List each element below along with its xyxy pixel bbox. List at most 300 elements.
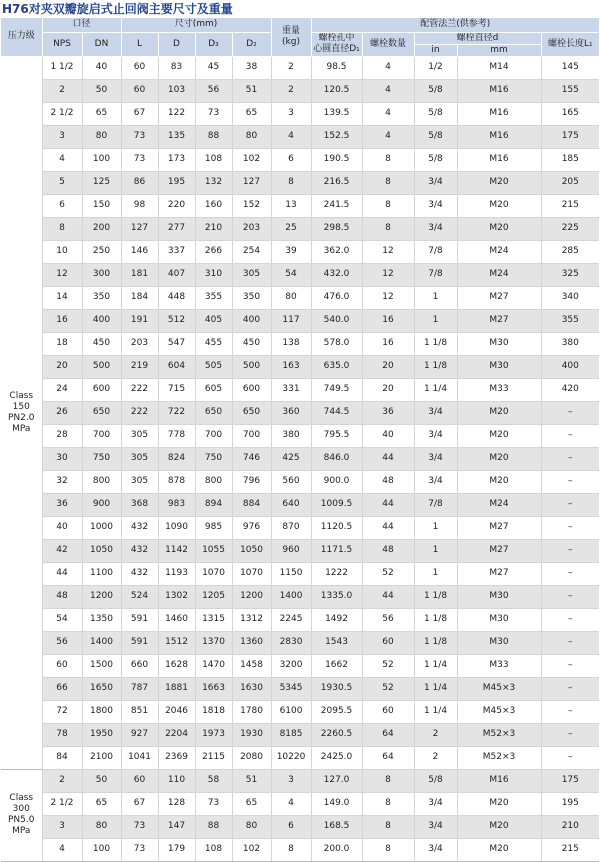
cell-nps: 24 [42,378,82,401]
cell-bolt-count: 8 [362,792,414,815]
cell-l: 127 [121,217,158,240]
cell-bolt-circle: 749.5 [311,378,362,401]
table-row [1,700,599,723]
cell-bolt-mm: M20 [457,401,541,424]
cell-dn: 250 [82,240,121,263]
header-dimensions: 尺寸(mm) [121,18,271,32]
cell-bolt-length: – [541,746,599,769]
cell-bolt-mm: M20 [457,470,541,493]
cell-d3: 266 [195,240,232,263]
cell-d3: 985 [195,516,232,539]
cell-bolt-circle: 241.5 [311,194,362,217]
cell-bolt-circle: 540.0 [311,309,362,332]
cell-bolt-length: – [541,447,599,470]
cell-d2: 65 [232,102,271,125]
cell-weight: 640 [271,493,311,516]
cell-bolt-in: 2 [414,746,457,769]
table-row [1,194,599,217]
cell-dn: 1800 [82,700,121,723]
cell-bolt-length: – [541,654,599,677]
cell-bolt-mm: M16 [457,125,541,148]
cell-dn: 1400 [82,631,121,654]
cell-bolt-circle: 1222 [311,562,362,585]
cell-bolt-in: 1 1/8 [414,355,457,378]
cell-d: 878 [158,470,195,493]
cell-dn: 40 [82,56,121,79]
cell-weight: 25 [271,217,311,240]
cell-bolt-length: – [541,424,599,447]
cell-nps: 3 [42,815,82,838]
cell-weight: 560 [271,470,311,493]
cell-nps: 56 [42,631,82,654]
cell-d2: 254 [232,240,271,263]
cell-bolt-circle: 152.5 [311,125,362,148]
cell-d: 2046 [158,700,195,723]
cell-dn: 50 [82,769,121,792]
header-bolt-circle [311,32,362,56]
cell-dn: 1650 [82,677,121,700]
cell-d2: 38 [232,56,271,79]
cell-l: 73 [121,148,158,171]
cell-bolt-in: 1 1/8 [414,608,457,631]
cell-bolt-count: 52 [362,562,414,585]
cell-l: 146 [121,240,158,263]
cell-bolt-count: 4 [362,125,414,148]
cell-l: 98 [121,194,158,217]
cell-d3: 750 [195,447,232,470]
cell-weight: 2 [271,56,311,79]
cell-weight: 6100 [271,700,311,723]
cell-weight: 8 [271,171,311,194]
cell-bolt-mm: M20 [457,447,541,470]
table-row [1,355,599,378]
cell-l: 927 [121,723,158,746]
table-row [1,792,599,815]
cell-d: 277 [158,217,195,240]
cell-weight: 1400 [271,585,311,608]
cell-bolt-mm: M16 [457,79,541,102]
cell-bolt-in: 5/8 [414,769,457,792]
cell-d: 1512 [158,631,195,654]
cell-l: 60 [121,79,158,102]
cell-d: 824 [158,447,195,470]
cell-d3: 2115 [195,746,232,769]
cell-nps: 60 [42,654,82,677]
cell-d2: 51 [232,79,271,102]
cell-bolt-in: 1 1/4 [414,654,457,677]
cell-d3: 1315 [195,608,232,631]
cell-dn: 750 [82,447,121,470]
cell-dn: 700 [82,424,121,447]
cell-dn: 50 [82,79,121,102]
cell-bolt-length: 355 [541,309,599,332]
cell-bolt-count: 12 [362,240,414,263]
cell-bolt-in: 5/8 [414,125,457,148]
cell-bolt-count: 8 [362,815,414,838]
cell-d2: 80 [232,125,271,148]
cell-d2: 102 [232,148,271,171]
cell-d: 407 [158,263,195,286]
cell-bolt-in: 3/4 [414,217,457,240]
cell-d2: 700 [232,424,271,447]
table-body [1,56,599,861]
cell-d: 983 [158,493,195,516]
header-nps: NPS [42,32,82,56]
cell-d2: 127 [232,171,271,194]
cell-weight: 13 [271,194,311,217]
cell-bolt-mm: M27 [457,516,541,539]
cell-dn: 150 [82,194,121,217]
cell-bolt-mm: M24 [457,263,541,286]
cell-bolt-count: 16 [362,332,414,355]
cell-bolt-length: – [541,493,599,516]
cell-bolt-count: 64 [362,746,414,769]
table-row [1,125,599,148]
cell-l: 222 [121,378,158,401]
cell-dn: 100 [82,148,121,171]
cell-weight: 331 [271,378,311,401]
cell-dn: 1350 [82,608,121,631]
cell-d3: 210 [195,217,232,240]
cell-d: 1881 [158,677,195,700]
header-weight-label: 重量 [282,25,301,36]
cell-nps: 84 [42,746,82,769]
cell-d3: 108 [195,838,232,861]
cell-d2: 976 [232,516,271,539]
cell-bolt-count: 20 [362,378,414,401]
cell-dn: 450 [82,332,121,355]
cell-bolt-count: 4 [362,79,414,102]
table-row [1,677,599,700]
cell-bolt-in: 1 1/4 [414,378,457,401]
cell-bolt-circle: 200.0 [311,838,362,861]
cell-bolt-in: 1 [414,539,457,562]
cell-dn: 2100 [82,746,121,769]
cell-d3: 405 [195,309,232,332]
cell-l: 60 [121,769,158,792]
cell-bolt-count: 48 [362,470,414,493]
cell-bolt-in: 1 1/4 [414,700,457,723]
cell-nps: 36 [42,493,82,516]
cell-bolt-count: 44 [362,585,414,608]
cell-bolt-in: 7/8 [414,240,457,263]
cell-d3: 1973 [195,723,232,746]
cell-d2: 203 [232,217,271,240]
cell-bolt-mm: M16 [457,148,541,171]
cell-d: 1628 [158,654,195,677]
cell-d: 715 [158,378,195,401]
cell-bolt-in: 1/2 [414,56,457,79]
cell-l: 73 [121,815,158,838]
cell-d2: 796 [232,470,271,493]
cell-bolt-length: 420 [541,378,599,401]
cell-bolt-mm: M20 [457,792,541,815]
table-row [1,447,599,470]
cell-d: 1142 [158,539,195,562]
cell-l: 73 [121,838,158,861]
cell-bolt-mm: M24 [457,493,541,516]
cell-dn: 65 [82,792,121,815]
cell-l: 60 [121,56,158,79]
pressure-class-line: MPa [12,826,31,836]
cell-d: 1193 [158,562,195,585]
cell-bolt-count: 48 [362,539,414,562]
cell-dn: 650 [82,401,121,424]
table-row [1,608,599,631]
cell-bolt-length: 205 [541,171,599,194]
cell-bolt-length: – [541,401,599,424]
cell-bolt-mm: M27 [457,562,541,585]
cell-weight: 163 [271,355,311,378]
cell-d2: 450 [232,332,271,355]
cell-d3: 1663 [195,677,232,700]
cell-bolt-mm: M30 [457,332,541,355]
cell-d3: 88 [195,125,232,148]
cell-bolt-length: 175 [541,769,599,792]
cell-bolt-mm: M24 [457,240,541,263]
cell-bolt-count: 8 [362,171,414,194]
cell-d: 122 [158,102,195,125]
cell-nps: 72 [42,700,82,723]
cell-bolt-in: 5/8 [414,148,457,171]
cell-bolt-in: 3/4 [414,401,457,424]
cell-bolt-count: 60 [362,631,414,654]
cell-bolt-in: 3/4 [414,838,457,861]
table-row [1,263,599,286]
pressure-class-line: PN2.0 [8,412,35,423]
cell-l: 184 [121,286,158,309]
cell-nps: 30 [42,447,82,470]
cell-bolt-length: – [541,516,599,539]
cell-bolt-circle: 139.5 [311,102,362,125]
cell-nps: 32 [42,470,82,493]
cell-bolt-count: 16 [362,309,414,332]
cell-bolt-in: 7/8 [414,263,457,286]
header-dn: DN [82,32,121,56]
cell-d: 135 [158,125,195,148]
table-row [1,470,599,493]
cell-dn: 900 [82,493,121,516]
table-row [1,838,599,861]
cell-d: 778 [158,424,195,447]
table-row [1,654,599,677]
cell-bolt-length: 285 [541,240,599,263]
cell-weight: 3 [271,102,311,125]
pressure-class-line: Class [9,390,34,401]
cell-bolt-circle: 2095.5 [311,700,362,723]
cell-weight: 380 [271,424,311,447]
header-bore: 口径 [42,18,121,32]
cell-bolt-count: 52 [362,654,414,677]
cell-d: 1460 [158,608,195,631]
header-bolt-circle-line1: 螺栓孔中 [318,33,355,43]
pressure-class-line: MPa [12,423,31,434]
cell-d3: 1370 [195,631,232,654]
table-row [1,769,599,792]
cell-d: 604 [158,355,195,378]
cell-bolt-mm: M27 [457,286,541,309]
table-row [1,562,599,585]
cell-nps: 44 [42,562,82,585]
cell-bolt-circle: 1930.5 [311,677,362,700]
cell-bolt-in: 3/4 [414,447,457,470]
cell-bolt-circle: 846.0 [311,447,362,470]
cell-d2: 102 [232,838,271,861]
cell-bolt-length: 185 [541,148,599,171]
cell-d3: 1055 [195,539,232,562]
cell-bolt-count: 12 [362,286,414,309]
cell-d2: 1312 [232,608,271,631]
cell-bolt-length: – [541,608,599,631]
pressure-class-line: PN5.0 [8,815,35,825]
header-in: in [414,44,457,56]
cell-bolt-circle: 216.5 [311,171,362,194]
header-d2: D₂ [232,32,271,56]
cell-bolt-in: 3/4 [414,792,457,815]
cell-weight: 2245 [271,608,311,631]
cell-dn: 800 [82,470,121,493]
cell-bolt-count: 8 [362,148,414,171]
cell-nps: 40 [42,516,82,539]
cell-bolt-circle: 120.5 [311,79,362,102]
cell-l: 181 [121,263,158,286]
table-row [1,424,599,447]
cell-l: 86 [121,171,158,194]
cell-l: 1041 [121,746,158,769]
cell-bolt-circle: 744.5 [311,401,362,424]
cell-nps: 2 1/2 [42,102,82,125]
cell-bolt-circle: 362.0 [311,240,362,263]
cell-bolt-mm: M27 [457,539,541,562]
table-row [1,631,599,654]
cell-bolt-count: 64 [362,723,414,746]
cell-weight: 54 [271,263,311,286]
cell-bolt-count: 52 [362,677,414,700]
cell-nps: 14 [42,286,82,309]
cell-d: 1090 [158,516,195,539]
cell-bolt-length: – [541,470,599,493]
cell-bolt-circle: 1171.5 [311,539,362,562]
cell-d: 1302 [158,585,195,608]
cell-d3: 1070 [195,562,232,585]
page-title: H76对夹双瓣旋启式止回阀主要尺寸及重量 [2,2,233,16]
cell-bolt-length: 175 [541,125,599,148]
cell-bolt-length: – [541,585,599,608]
cell-bolt-mm: M52×3 [457,723,541,746]
cell-bolt-mm: M30 [457,631,541,654]
table-row [1,815,599,838]
cell-d3: 355 [195,286,232,309]
cell-d: 179 [158,838,195,861]
cell-bolt-length: 215 [541,838,599,861]
table-row [1,585,599,608]
cell-d: 128 [158,792,195,815]
cell-bolt-circle: 635.0 [311,355,362,378]
cell-bolt-count: 8 [362,194,414,217]
cell-bolt-length: 210 [541,815,599,838]
cell-d: 448 [158,286,195,309]
cell-bolt-count: 56 [362,608,414,631]
table-row [1,378,599,401]
cell-d: 547 [158,332,195,355]
table-row [1,79,599,102]
cell-bolt-in: 1 1/4 [414,677,457,700]
cell-bolt-in: 1 1/8 [414,631,457,654]
cell-dn: 1050 [82,539,121,562]
cell-bolt-count: 36 [362,401,414,424]
cell-l: 305 [121,470,158,493]
cell-bolt-in: 3/4 [414,171,457,194]
cell-l: 73 [121,125,158,148]
header-l: L [121,32,158,56]
cell-dn: 65 [82,102,121,125]
cell-d2: 80 [232,815,271,838]
cell-dn: 100 [82,838,121,861]
header-d3: D₃ [195,32,232,56]
cell-d3: 700 [195,424,232,447]
cell-weight: 117 [271,309,311,332]
cell-bolt-length: 225 [541,217,599,240]
cell-weight: 960 [271,539,311,562]
cell-bolt-length: 340 [541,286,599,309]
table-row [1,171,599,194]
cell-bolt-in: 5/8 [414,79,457,102]
cell-bolt-count: 4 [362,56,414,79]
table-row [1,723,599,746]
cell-nps: 6 [42,194,82,217]
cell-bolt-length: – [541,677,599,700]
cell-bolt-circle: 900.0 [311,470,362,493]
cell-l: 203 [121,332,158,355]
cell-bolt-mm: M45×3 [457,700,541,723]
table-row [1,539,599,562]
cell-weight: 8 [271,838,311,861]
table-row [1,401,599,424]
cell-bolt-length: 155 [541,79,599,102]
table-row [1,102,599,125]
cell-nps: 78 [42,723,82,746]
cell-bolt-count: 44 [362,516,414,539]
cell-d2: 746 [232,447,271,470]
cell-bolt-mm: M20 [457,838,541,861]
cell-d2: 1200 [232,585,271,608]
cell-d: 147 [158,815,195,838]
cell-nps: 54 [42,608,82,631]
cell-bolt-circle: 98.5 [311,56,362,79]
table-row [1,240,599,263]
cell-bolt-circle: 127.0 [311,769,362,792]
cell-bolt-in: 5/8 [414,102,457,125]
cell-bolt-length: 325 [541,263,599,286]
cell-nps: 2 [42,79,82,102]
pressure-class-line: 300 [12,804,30,814]
pressure-class-line: Class [9,793,34,803]
cell-d3: 160 [195,194,232,217]
cell-nps: 12 [42,263,82,286]
cell-weight: 2830 [271,631,311,654]
cell-l: 368 [121,493,158,516]
cell-bolt-length: 380 [541,332,599,355]
cell-d: 2369 [158,746,195,769]
cell-weight: 10220 [271,746,311,769]
cell-bolt-circle: 432.0 [311,263,362,286]
table-row [1,309,599,332]
cell-l: 222 [121,401,158,424]
cell-nps: 66 [42,677,82,700]
cell-bolt-circle: 1335.0 [311,585,362,608]
cell-bolt-circle: 168.5 [311,815,362,838]
cell-d2: 1630 [232,677,271,700]
